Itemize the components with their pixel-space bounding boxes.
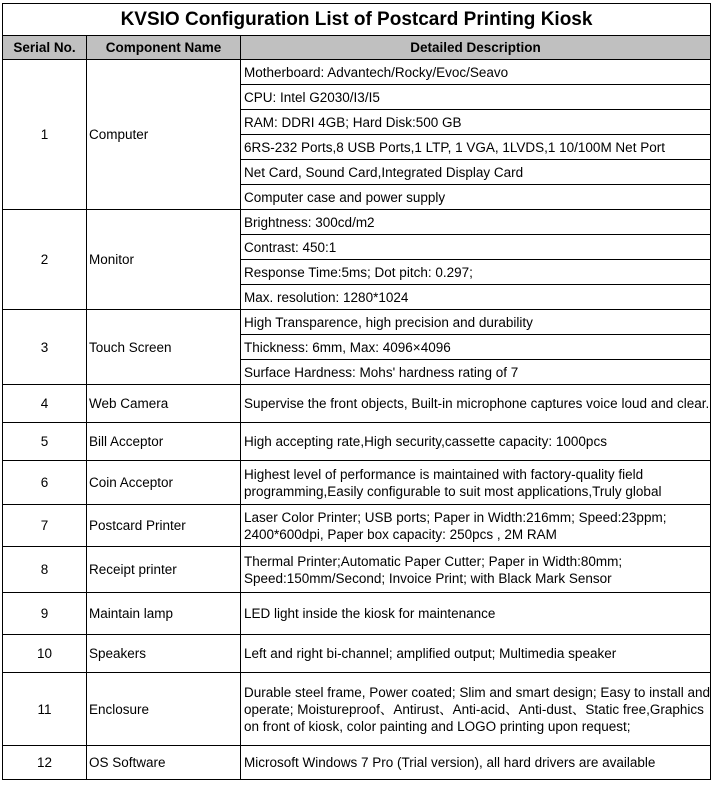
description-cell: RAM: DDRI 4GB; Hard Disk:500 GB — [241, 110, 711, 135]
serial-cell: 2 — [3, 210, 87, 310]
header-serial: Serial No. — [3, 36, 87, 60]
component-name-cell: Coin Acceptor — [87, 461, 241, 505]
description-cell: Net Card, Sound Card,Integrated Display Card — [241, 160, 711, 185]
component-name-cell: Maintain lamp — [87, 593, 241, 635]
table-row — [3, 673, 711, 746]
table-row — [3, 746, 711, 780]
description-cell: Durable steel frame, Power coated; Slim and smart design; Easy to install and operate; Moistureproof、Antirust、Anti-acid、Anti-dust、Static free,Graphics on front of kiosk, color painting and LOGO printing upon request; — [241, 673, 711, 746]
table-row — [3, 60, 711, 85]
description-cell: Contrast: 450:1 — [241, 235, 711, 260]
component-name-cell: Receipt printer — [87, 547, 241, 593]
description-cell: Laser Color Printer; USB ports; Paper in Width:216mm; Speed:23ppm; 2400*600dpi, Paper box capacity: 250pcs , 2M RAM — [241, 505, 711, 547]
table-row — [3, 210, 711, 235]
serial-cell: 6 — [3, 461, 87, 505]
description-cell: Thickness: 6mm, Max: 4096×4096 — [241, 335, 711, 360]
serial-cell: 5 — [3, 423, 87, 461]
description-cell: High accepting rate,High security,cassette capacity: 1000pcs — [241, 423, 711, 461]
description-cell: Thermal Printer;Automatic Paper Cutter; Paper in Width:80mm; Speed:150mm/Second; Invoice Print; with Black Mark Sensor — [241, 547, 711, 593]
description-cell: Microsoft Windows 7 Pro (Trial version), all hard drivers are available — [241, 746, 711, 780]
component-name-cell: Enclosure — [87, 673, 241, 746]
description-cell: Highest level of performance is maintained with factory-quality field programming,Easily configurable to suit most applications,Truly global — [241, 461, 711, 505]
description-cell: Brightness: 300cd/m2 — [241, 210, 711, 235]
serial-cell: 9 — [3, 593, 87, 635]
description-cell: Max. resolution: 1280*1024 — [241, 285, 711, 310]
table-row — [3, 547, 711, 593]
serial-cell: 1 — [3, 60, 87, 210]
component-name-cell: Monitor — [87, 210, 241, 310]
table-row — [3, 310, 711, 335]
description-cell: Computer case and power supply — [241, 185, 711, 210]
component-name-cell: Computer — [87, 60, 241, 210]
component-name-cell: OS Software — [87, 746, 241, 780]
table-row — [3, 635, 711, 673]
serial-cell: 8 — [3, 547, 87, 593]
table-row — [3, 593, 711, 635]
serial-cell: 4 — [3, 385, 87, 423]
description-cell: Left and right bi-channel; amplified output; Multimedia speaker — [241, 635, 711, 673]
description-cell: High Transparence, high precision and durability — [241, 310, 711, 335]
configuration-table — [2, 3, 711, 780]
description-cell: Motherboard: Advantech/Rocky/Evoc/Seavo — [241, 60, 711, 85]
table-row — [3, 385, 711, 423]
header-description: Detailed Description — [241, 36, 711, 60]
description-cell: Surface Hardness: Mohs' hardness rating of 7 — [241, 360, 711, 385]
component-name-cell: Touch Screen — [87, 310, 241, 385]
component-name-cell: Bill Acceptor — [87, 423, 241, 461]
component-name-cell: Web Camera — [87, 385, 241, 423]
description-cell: Response Time:5ms; Dot pitch: 0.297; — [241, 260, 711, 285]
serial-cell: 11 — [3, 673, 87, 746]
component-name-cell: Speakers — [87, 635, 241, 673]
description-cell: 6RS-232 Ports,8 USB Ports,1 LTP, 1 VGA, 1LVDS,1 10/100M Net Port — [241, 135, 711, 160]
component-name-cell: Postcard Printer — [87, 505, 241, 547]
serial-cell: 10 — [3, 635, 87, 673]
description-cell: CPU: Intel G2030/I3/I5 — [241, 85, 711, 110]
title-row — [3, 4, 711, 36]
header-component: Component Name — [87, 36, 241, 60]
serial-cell: 3 — [3, 310, 87, 385]
table-row — [3, 505, 711, 547]
table-row — [3, 423, 711, 461]
description-cell: Supervise the front objects, Built-in microphone captures voice loud and clear. — [241, 385, 711, 423]
serial-cell: 12 — [3, 746, 87, 780]
header-row — [3, 36, 711, 60]
serial-cell: 7 — [3, 505, 87, 547]
table-row — [3, 461, 711, 505]
table-body — [3, 60, 711, 780]
table-title: KVSIO Configuration List of Postcard Printing Kiosk — [3, 4, 711, 36]
description-cell: LED light inside the kiosk for maintenance — [241, 593, 711, 635]
